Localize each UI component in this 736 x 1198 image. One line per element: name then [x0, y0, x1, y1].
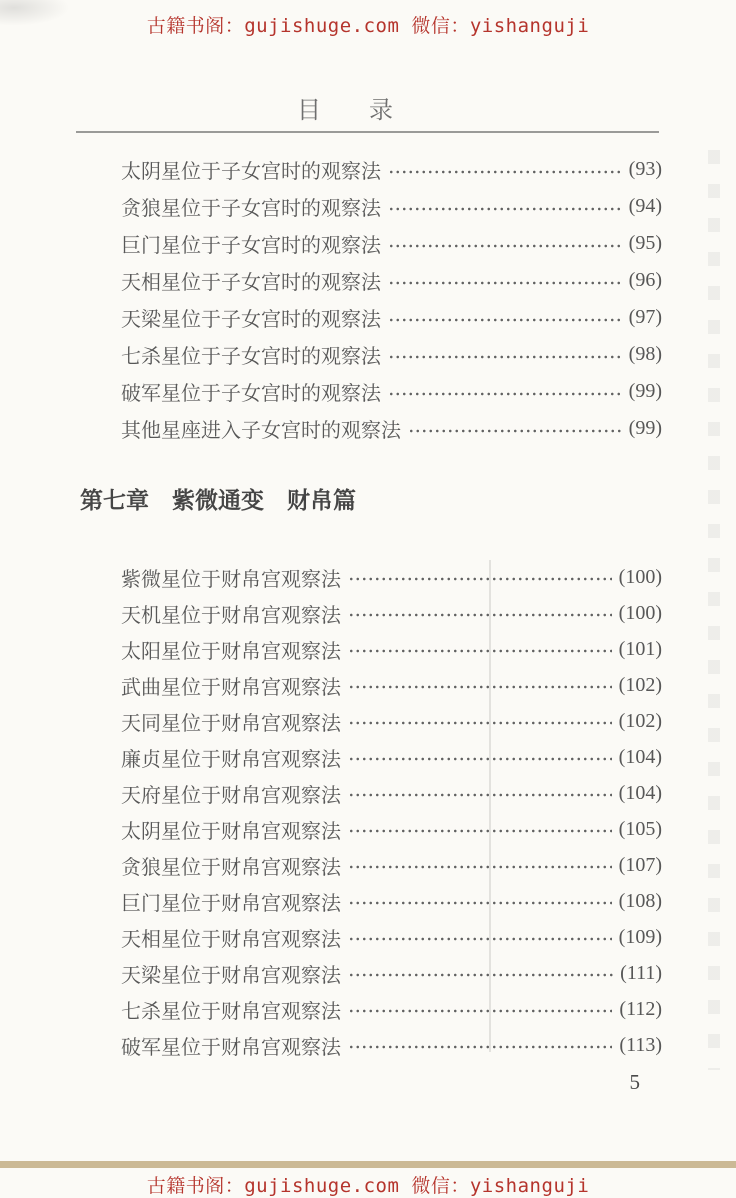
- toc-entry: [121, 1027, 662, 1063]
- page-title: 目 录: [297, 98, 393, 124]
- toc-entry-page: (94): [628, 195, 662, 217]
- toc-entry-title: 七杀星位于子女宫时的观察法: [121, 346, 381, 368]
- toc-entry: [121, 631, 662, 667]
- toc-entry-title: 太阴星位于财帛宫观察法: [121, 820, 341, 843]
- toc-entry-title: 紫微星位于财帛宫观察法: [121, 568, 341, 591]
- toc-entry: [121, 955, 662, 991]
- dot-leader: [388, 206, 622, 212]
- footer-band: [0, 1161, 736, 1168]
- toc-entry-title: 天府星位于财帛宫观察法: [121, 784, 341, 807]
- toc-entry: [121, 667, 662, 703]
- toc-entry-page: (104): [618, 745, 662, 768]
- scan-artifact-smudge: [0, 0, 70, 26]
- toc-entry-title: 天相星位于子女宫时的观察法: [121, 272, 381, 294]
- toc-entry: [121, 151, 662, 188]
- toc-entry-page: (109): [618, 925, 662, 948]
- dot-leader: [348, 720, 612, 726]
- toc-entry: [121, 703, 662, 739]
- toc-entry-page: (112): [619, 997, 662, 1020]
- toc-entry-page: (95): [628, 232, 662, 254]
- chapter-heading: 第七章 紫微通变 财帛篇: [80, 488, 356, 513]
- toc-entry-title: 巨门星位于财帛宫观察法: [121, 892, 341, 915]
- toc-entry: [121, 883, 662, 919]
- dot-leader: [348, 684, 612, 690]
- toc-entry-title: 巨门星位于子女宫时的观察法: [121, 235, 381, 257]
- toc-entry-page: (113): [619, 1033, 662, 1056]
- toc-entry-title: 破军星位于子女宫时的观察法: [121, 383, 381, 405]
- dot-leader: [348, 612, 612, 618]
- dot-leader: [388, 169, 622, 175]
- toc-entry-page: (99): [628, 417, 662, 439]
- dot-leader: [348, 1008, 612, 1014]
- toc-entry: [121, 410, 662, 447]
- dot-leader: [348, 900, 612, 906]
- toc-section-children-palace: [121, 151, 662, 447]
- toc-entry-page: (102): [618, 709, 662, 732]
- toc-entry: [121, 739, 662, 775]
- toc-entry-page: (102): [618, 673, 662, 696]
- toc-entry-title: 天机星位于财帛宫观察法: [121, 604, 341, 627]
- dot-leader: [408, 428, 622, 434]
- toc-entry-page: (107): [618, 853, 662, 876]
- toc-entry-title: 太阳星位于财帛宫观察法: [121, 640, 341, 663]
- toc-entry-page: (108): [618, 889, 662, 912]
- dot-leader: [348, 864, 612, 870]
- dot-leader: [348, 756, 612, 762]
- dot-leader: [388, 280, 622, 286]
- toc-entry-title: 天同星位于财帛宫观察法: [121, 712, 341, 735]
- dot-leader: [388, 243, 622, 249]
- toc-entry-page: (101): [618, 637, 662, 660]
- toc-entry-title: 天梁星位于财帛宫观察法: [121, 964, 341, 987]
- toc-entry-title: 其他星座进入子女宫时的观察法: [121, 420, 401, 442]
- watermark-header: 古籍书阁：gujishuge.com 微信：yishanguji: [146, 15, 590, 37]
- toc-entry-page: (111): [620, 961, 662, 984]
- toc-entry-title: 武曲星位于财帛宫观察法: [121, 676, 341, 699]
- toc-entry: [121, 919, 662, 955]
- dot-leader: [348, 648, 612, 654]
- toc-entry: [121, 373, 662, 410]
- toc-entry-title: 廉贞星位于财帛宫观察法: [121, 748, 341, 771]
- toc-entry: [121, 595, 662, 631]
- toc-entry: [121, 225, 662, 262]
- dot-leader: [348, 792, 612, 798]
- toc-entry-title: 太阴星位于子女宫时的观察法: [121, 161, 381, 183]
- toc-entry: [121, 847, 662, 883]
- scan-artifact-bleedthrough: [708, 150, 720, 1070]
- toc-entry-page: (98): [628, 343, 662, 365]
- toc-entry: [121, 299, 662, 336]
- dot-leader: [348, 936, 612, 942]
- scan-artifact-vertical-line: [489, 560, 491, 1052]
- toc-entry: [121, 811, 662, 847]
- dot-leader: [388, 391, 622, 397]
- dot-leader: [348, 828, 612, 834]
- toc-entry-title: 贪狼星位于子女宫时的观察法: [121, 198, 381, 220]
- toc-entry: [121, 775, 662, 811]
- toc-section-wealth-palace: [121, 559, 662, 1063]
- toc-entry-page: (96): [628, 269, 662, 291]
- toc-entry-page: (104): [618, 781, 662, 804]
- dot-leader: [348, 576, 612, 582]
- title-divider: [76, 131, 659, 133]
- toc-entry-page: (100): [618, 601, 662, 624]
- toc-entry-page: (99): [628, 380, 662, 402]
- toc-entry-title: 天相星位于财帛宫观察法: [121, 928, 341, 951]
- toc-entry: [121, 559, 662, 595]
- page-number: 5: [629, 1070, 640, 1094]
- toc-entry: [121, 188, 662, 225]
- toc-entry-page: (97): [628, 306, 662, 328]
- toc-entry-page: (105): [618, 817, 662, 840]
- dot-leader: [348, 1044, 612, 1050]
- toc-entry-page: (100): [618, 565, 662, 588]
- toc-entry-title: 七杀星位于财帛宫观察法: [121, 1000, 341, 1023]
- toc-entry-title: 贪狼星位于财帛宫观察法: [121, 856, 341, 879]
- dot-leader: [388, 354, 622, 360]
- dot-leader: [348, 972, 613, 978]
- toc-entry-title: 天梁星位于子女宫时的观察法: [121, 309, 381, 331]
- toc-entry-page: (93): [628, 158, 662, 180]
- toc-entry-title: 破军星位于财帛宫观察法: [121, 1036, 341, 1059]
- watermark-footer: 古籍书阁：gujishuge.com 微信：yishanguji: [146, 1175, 590, 1197]
- toc-entry: [121, 991, 662, 1027]
- dot-leader: [388, 317, 622, 323]
- toc-entry: [121, 336, 662, 373]
- toc-entry: [121, 262, 662, 299]
